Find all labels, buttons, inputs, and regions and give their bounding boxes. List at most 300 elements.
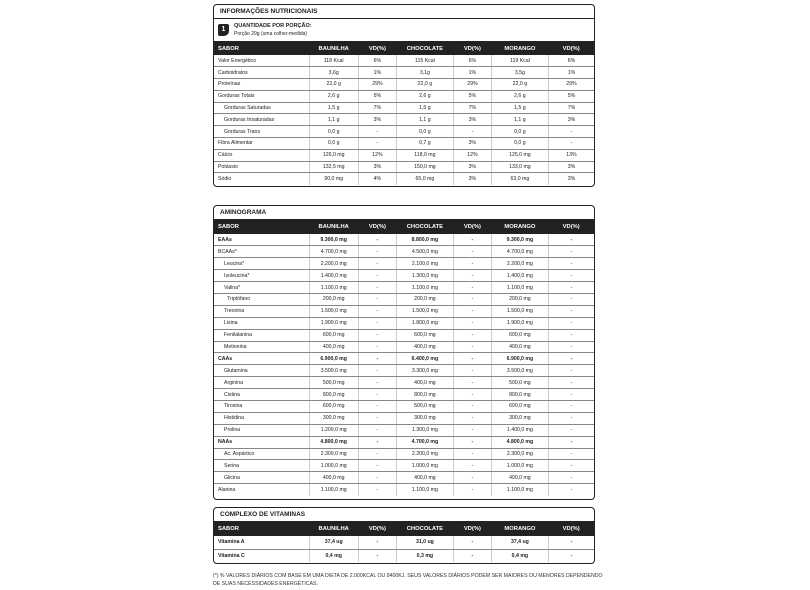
vitamins-cell: - bbox=[570, 552, 573, 559]
nutrition-cell: 3% bbox=[453, 138, 491, 150]
nutrition-row-label: Fibra Alimentar bbox=[214, 138, 309, 150]
aminogram-cell: - bbox=[548, 365, 594, 377]
aminogram-cell: 1.200,0 mg bbox=[309, 424, 358, 436]
aminogram-cell: 600,0 mg bbox=[309, 400, 358, 412]
aminogram-cell: - bbox=[358, 341, 396, 353]
aminogram-cell: 800,0 mg bbox=[491, 389, 548, 401]
aminogram-column-header: VD(%) bbox=[548, 220, 594, 234]
aminogram-cell: 3.500,0 mg bbox=[309, 365, 358, 377]
aminogram-cell: - bbox=[358, 377, 396, 389]
nutrition-row bbox=[214, 55, 594, 67]
aminogram-cell: - bbox=[453, 448, 491, 460]
nutrition-cell: 0,0 g bbox=[309, 126, 358, 138]
nutrition-cell: 1,1 g bbox=[309, 114, 358, 126]
aminogram-row-label: CAAs bbox=[214, 353, 309, 365]
vitamins-cell: 37,4 ug bbox=[309, 536, 358, 549]
vitamins-cell: - bbox=[548, 536, 594, 549]
aminogram-cell: - bbox=[548, 329, 594, 341]
nutrition-row-label: Gorduras Totais bbox=[214, 90, 309, 102]
aminogram-column-header: BAUNILHA bbox=[309, 220, 358, 234]
nutrition-cell: - bbox=[548, 138, 594, 150]
aminogram-cell: - bbox=[548, 377, 594, 389]
aminogram-row bbox=[214, 448, 594, 460]
nutrition-cell: 119 Kcal bbox=[491, 55, 548, 67]
aminogram-cell: - bbox=[548, 389, 594, 401]
aminogram-row-label: Ac. Aspártico bbox=[214, 448, 309, 460]
aminogram-row-label: Glicina bbox=[214, 472, 309, 484]
nutrition-cell: 7% bbox=[358, 102, 396, 114]
aminogram-row-label: Valina* bbox=[214, 282, 309, 294]
aminogram-cell: 1.100,0 mg bbox=[491, 484, 548, 496]
aminogram-cell: 800,0 mg bbox=[309, 389, 358, 401]
aminogram-cell: 1.000,0 mg bbox=[396, 460, 453, 472]
aminogram-cell: - bbox=[358, 424, 396, 436]
aminogram-cell: - bbox=[548, 305, 594, 317]
aminogram-cell: - bbox=[358, 460, 396, 472]
aminogram-cell: 400,0 mg bbox=[491, 341, 548, 353]
nutrition-cell: 3% bbox=[453, 173, 491, 185]
aminogram-cell: - bbox=[453, 258, 491, 270]
nutrition-table bbox=[214, 42, 594, 185]
nutrition-cell: 125,0 mg bbox=[491, 149, 548, 161]
nutrition-title: INFORMAÇÕES NUTRICIONAIS bbox=[214, 5, 594, 19]
aminogram-cell: 4.500,0 mg bbox=[396, 246, 453, 258]
nutrition-cell: 1% bbox=[548, 67, 594, 79]
aminogram-cell: - bbox=[453, 341, 491, 353]
aminogram-cell: - bbox=[453, 472, 491, 484]
aminogram-row bbox=[214, 317, 594, 329]
aminogram-cell: 1.300,0 mg bbox=[396, 270, 453, 282]
aminogram-row bbox=[214, 258, 594, 270]
aminogram-row bbox=[214, 472, 594, 484]
nutrition-cell: 126,0 mg bbox=[309, 149, 358, 161]
aminogram-cell: - bbox=[548, 472, 594, 484]
vitamins-column-header: MORANGO bbox=[491, 522, 548, 536]
aminogram-cell: 1.000,0 mg bbox=[309, 460, 358, 472]
aminogram-cell: 9.300,0 mg bbox=[491, 234, 548, 246]
aminogram-cell: - bbox=[548, 353, 594, 365]
aminogram-cell: 1.900,0 mg bbox=[491, 317, 548, 329]
vitamins-cell: - bbox=[358, 536, 396, 549]
aminogram-cell: 4.800,0 mg bbox=[309, 436, 358, 448]
aminogram-cell: 500,0 mg bbox=[491, 377, 548, 389]
aminogram-row bbox=[214, 353, 594, 365]
aminogram-cell: 2.200,0 mg bbox=[396, 448, 453, 460]
aminogram-row-label: Prolina bbox=[214, 424, 309, 436]
nutrition-row bbox=[214, 67, 594, 79]
aminogram-cell: - bbox=[453, 460, 491, 472]
aminogram-cell: 200,0 mg bbox=[491, 293, 548, 305]
aminogram-row-label: NAAs bbox=[214, 436, 309, 448]
aminogram-column-header: MORANGO bbox=[491, 220, 548, 234]
aminogram-cell: - bbox=[453, 293, 491, 305]
aminogram-cell: 4.700,0 mg bbox=[396, 436, 453, 448]
aminogram-cell: 1.500,0 mg bbox=[309, 305, 358, 317]
nutrition-row-label: Gorduras Insaturadas bbox=[214, 114, 309, 126]
serving-badge: 1 bbox=[218, 24, 229, 36]
vitamins-cell: - bbox=[358, 549, 396, 562]
nutrition-row-label: Valor Energético bbox=[214, 55, 309, 67]
aminogram-row bbox=[214, 270, 594, 282]
aminogram-cell: 800,0 mg bbox=[396, 389, 453, 401]
aminogram-cell: - bbox=[358, 484, 396, 496]
vitamins-table bbox=[214, 522, 594, 562]
vitamins-row-label: Vitamina A bbox=[214, 536, 309, 549]
aminogram-cell: 8.800,0 mg bbox=[396, 234, 453, 246]
nutrition-column-header: VD(%) bbox=[358, 42, 396, 55]
aminogram-cell: 500,0 mg bbox=[309, 377, 358, 389]
nutrition-column-header: MORANGO bbox=[491, 42, 548, 55]
aminogram-row-label: Treonina bbox=[214, 305, 309, 317]
aminogram-row bbox=[214, 436, 594, 448]
aminogram-row bbox=[214, 389, 594, 401]
aminogram-cell: 1.900,0 mg bbox=[309, 317, 358, 329]
nutrition-column-header: CHOCOLATE bbox=[396, 42, 453, 55]
aminogram-row bbox=[214, 234, 594, 246]
vitamins-cell: - bbox=[453, 549, 491, 562]
nutrition-column-header: VD(%) bbox=[453, 42, 491, 55]
aminogram-cell: - bbox=[453, 365, 491, 377]
vitamins-row bbox=[214, 549, 594, 562]
nutrition-row bbox=[214, 79, 594, 91]
nutrition-cell: 29% bbox=[453, 79, 491, 91]
aminogram-row bbox=[214, 246, 594, 258]
aminogram-row bbox=[214, 424, 594, 436]
aminogram-cell: - bbox=[358, 353, 396, 365]
aminogram-cell: - bbox=[548, 460, 594, 472]
aminogram-cell: - bbox=[358, 282, 396, 294]
aminogram-cell: - bbox=[548, 270, 594, 282]
aminogram-header-row bbox=[214, 220, 594, 234]
aminogram-row bbox=[214, 293, 594, 305]
aminogram-cell: 1.000,0 mg bbox=[491, 460, 548, 472]
nutrition-cell: 115 Kcal bbox=[396, 55, 453, 67]
aminogram-cell: 1.300,0 mg bbox=[396, 424, 453, 436]
nutrition-row bbox=[214, 102, 594, 114]
nutrition-row-label: Gorduras Trans bbox=[214, 126, 309, 138]
aminogram-cell: 1.100,0 mg bbox=[491, 282, 548, 294]
aminogram-cell: - bbox=[358, 412, 396, 424]
nutrition-cell: - bbox=[358, 138, 396, 150]
aminogram-cell: - bbox=[358, 436, 396, 448]
aminogram-row-label: Arginina bbox=[214, 377, 309, 389]
nutrition-cell: 5% bbox=[358, 90, 396, 102]
aminogram-cell: 600,0 mg bbox=[309, 329, 358, 341]
aminogram-cell: 1.800,0 mg bbox=[396, 317, 453, 329]
serving-title: QUANTIDADE POR PORÇÃO: bbox=[234, 23, 312, 29]
nutrition-cell: 118 Kcal bbox=[309, 55, 358, 67]
aminogram-cell: - bbox=[358, 400, 396, 412]
nutrition-cell: 2,6 g bbox=[491, 90, 548, 102]
nutrition-cell: 118,0 mg bbox=[396, 149, 453, 161]
aminogram-row-label: Leucina* bbox=[214, 258, 309, 270]
footnote: (*) % VALORES DIÁRIOS COM BASE EM UMA DIETA DE 2.000KCAL OU 8400KJ. SEUS VALORES DIÁRIOS PODEM SER MAIORES OU MENORES DEPENDENDO DE SUAS NECESSIDADES ENERGÉTICAS. bbox=[213, 573, 603, 587]
aminogram-row-label: Glutamina bbox=[214, 365, 309, 377]
vitamins-cell: - bbox=[453, 536, 491, 549]
nutrition-cell: 22,0 g bbox=[309, 79, 358, 91]
nutrition-column-header: BAUNILHA bbox=[309, 42, 358, 55]
aminogram-cell: 1.100,0 mg bbox=[309, 484, 358, 496]
aminogram-cell: 200,0 mg bbox=[396, 293, 453, 305]
aminogram-cell: 1.400,0 mg bbox=[309, 270, 358, 282]
nutrition-cell: 3% bbox=[358, 161, 396, 173]
nutrition-cell: 1,1 g bbox=[396, 114, 453, 126]
vitamins-cell: 0,3 mg bbox=[396, 549, 453, 562]
aminogram-row-label: Metionina bbox=[214, 341, 309, 353]
aminogram-cell: - bbox=[358, 293, 396, 305]
vitamins-column-header: BAUNILHA bbox=[309, 522, 358, 536]
aminogram-cell: - bbox=[358, 448, 396, 460]
aminogram-cell: - bbox=[453, 317, 491, 329]
aminogram-cell: 600,0 mg bbox=[491, 400, 548, 412]
aminogram-cell: 400,0 mg bbox=[309, 472, 358, 484]
aminogram-cell: - bbox=[548, 246, 594, 258]
aminogram-cell: 4.700,0 mg bbox=[491, 246, 548, 258]
aminogram-column-header: VD(%) bbox=[358, 220, 396, 234]
aminogram-cell: - bbox=[358, 329, 396, 341]
aminogram-cell: - bbox=[548, 293, 594, 305]
aminogram-cell: - bbox=[548, 258, 594, 270]
nutrition-cell: 5% bbox=[453, 90, 491, 102]
nutrition-cell: 65,0 mg bbox=[396, 173, 453, 185]
vitamins-column-header: VD(%) bbox=[358, 522, 396, 536]
aminogram-cell: 2.200,0 mg bbox=[309, 258, 358, 270]
nutrition-cell: 1,5 g bbox=[491, 102, 548, 114]
aminogram-cell: - bbox=[570, 486, 573, 493]
aminogram-cell: 300,0 mg bbox=[309, 412, 358, 424]
aminogram-cell: - bbox=[548, 448, 594, 460]
aminogram-row-label: Tirosina bbox=[214, 400, 309, 412]
aminogram-column-header: CHOCOLATE bbox=[396, 220, 453, 234]
aminogram-cell: - bbox=[453, 305, 491, 317]
nutrition-cell: 1% bbox=[358, 67, 396, 79]
aminogram-cell: 400,0 mg bbox=[396, 472, 453, 484]
aminogram-cell: 1.400,0 mg bbox=[491, 270, 548, 282]
aminogram-cell: - bbox=[358, 270, 396, 282]
aminogram-row bbox=[214, 341, 594, 353]
vitamins-title: COMPLEXO DE VITAMINAS bbox=[214, 508, 594, 522]
aminogram-cell: 4.700,0 mg bbox=[309, 246, 358, 258]
nutrition-row bbox=[214, 90, 594, 102]
nutrition-cell: - bbox=[453, 126, 491, 138]
nutrition-cell: 4% bbox=[358, 173, 396, 185]
aminogram-cell: - bbox=[453, 484, 491, 496]
nutrition-row bbox=[214, 126, 594, 138]
nutrition-cell: 1,1 g bbox=[491, 114, 548, 126]
vitamins-column-header: VD(%) bbox=[548, 522, 594, 536]
aminogram-row bbox=[214, 282, 594, 294]
nutrition-cell: 5% bbox=[548, 90, 594, 102]
aminogram-cell: - bbox=[453, 377, 491, 389]
vitamins-column-header: CHOCOLATE bbox=[396, 522, 453, 536]
vitamins-cell: 0,4 mg bbox=[491, 549, 548, 562]
aminogram-cell: 300,0 mg bbox=[396, 412, 453, 424]
aminogram-cell: 1.100,0 mg bbox=[309, 282, 358, 294]
aminogram-row bbox=[214, 400, 594, 412]
aminogram-cell: - bbox=[453, 270, 491, 282]
aminogram-row bbox=[214, 377, 594, 389]
aminogram-cell: - bbox=[453, 246, 491, 258]
aminogram-cell: - bbox=[453, 424, 491, 436]
aminogram-cell: - bbox=[453, 389, 491, 401]
aminogram-cell: - bbox=[453, 436, 491, 448]
aminogram-cell: 400,0 mg bbox=[396, 341, 453, 353]
aminogram-row-label: Cistina bbox=[214, 389, 309, 401]
aminogram-cell: 600,0 mg bbox=[491, 329, 548, 341]
aminogram-cell: - bbox=[358, 246, 396, 258]
aminogram-cell: 6.900,0 mg bbox=[491, 353, 548, 365]
aminogram-cell: 600,0 mg bbox=[396, 329, 453, 341]
nutrition-cell: 2,6 g bbox=[309, 90, 358, 102]
nutrition-cell: 3,5g bbox=[491, 67, 548, 79]
nutrition-header-row bbox=[214, 42, 594, 55]
aminogram-cell: - bbox=[358, 389, 396, 401]
aminogram-row-label: Alanina bbox=[214, 484, 309, 496]
aminogram-cell: 1.100,0 mg bbox=[396, 484, 453, 496]
aminogram-cell: - bbox=[453, 282, 491, 294]
nutrition-cell: 132,5 mg bbox=[309, 161, 358, 173]
aminogram-title: AMINOGRAMA bbox=[214, 206, 594, 220]
nutrition-row bbox=[214, 114, 594, 126]
vitamins-column-header: SABOR bbox=[214, 522, 309, 536]
aminogram-cell: 200,0 mg bbox=[309, 293, 358, 305]
serving-info bbox=[214, 19, 594, 42]
aminogram-cell: - bbox=[358, 317, 396, 329]
nutrition-column-header: SABOR bbox=[214, 42, 309, 55]
nutrition-cell: 1% bbox=[453, 67, 491, 79]
aminogram-cell: 500,0 mg bbox=[396, 400, 453, 412]
nutrition-cell: 22,0 g bbox=[491, 79, 548, 91]
nutrition-row bbox=[214, 149, 594, 161]
aminogram-cell: - bbox=[548, 400, 594, 412]
nutrition-cell: - bbox=[358, 126, 396, 138]
nutrition-cell: 12% bbox=[358, 149, 396, 161]
vitamins-cell: 0,4 mg bbox=[309, 549, 358, 562]
aminogram-cell: 9.300,0 mg bbox=[309, 234, 358, 246]
nutrition-cell: 13% bbox=[548, 149, 594, 161]
aminogram-cell: 2.200,0 mg bbox=[491, 258, 548, 270]
aminogram-row bbox=[214, 329, 594, 341]
aminogram-cell: 400,0 mg bbox=[309, 341, 358, 353]
aminogram-cell: - bbox=[358, 365, 396, 377]
aminogram-cell: - bbox=[548, 424, 594, 436]
aminogram-cell: 1.500,0 mg bbox=[491, 305, 548, 317]
aminogram-cell: 3.500,0 mg bbox=[491, 365, 548, 377]
aminogram-cell: 6.400,0 mg bbox=[396, 353, 453, 365]
aminogram-column-header: VD(%) bbox=[453, 220, 491, 234]
aminogram-row bbox=[214, 460, 594, 472]
vitamins-column-header: VD(%) bbox=[453, 522, 491, 536]
nutrition-cell: - bbox=[548, 126, 594, 138]
nutrition-cell: 6% bbox=[453, 55, 491, 67]
aminogram-row-label: Histidina bbox=[214, 412, 309, 424]
aminogram-cell: - bbox=[548, 234, 594, 246]
nutrition-row-label: Carboidratos bbox=[214, 67, 309, 79]
aminogram-row-label: Isoleucina* bbox=[214, 270, 309, 282]
aminogram-cell: 1.500,0 mg bbox=[396, 305, 453, 317]
aminogram-cell: 2.300,0 mg bbox=[491, 448, 548, 460]
nutrition-row-label: Sódio bbox=[214, 173, 309, 185]
aminogram-cell: - bbox=[358, 305, 396, 317]
aminogram-cell: 2.100,0 mg bbox=[396, 258, 453, 270]
nutrition-row bbox=[214, 161, 594, 173]
aminogram-cell: - bbox=[548, 317, 594, 329]
aminogram-cell: 1.400,0 mg bbox=[491, 424, 548, 436]
aminogram-cell: - bbox=[548, 341, 594, 353]
nutrition-cell: 29% bbox=[548, 79, 594, 91]
aminogram-cell: - bbox=[358, 472, 396, 484]
aminogram-cell: - bbox=[548, 436, 594, 448]
nutrition-cell: 3% bbox=[548, 161, 594, 173]
nutrition-cell: 3% bbox=[358, 114, 396, 126]
aminogram-panel bbox=[213, 205, 595, 500]
nutrition-cell: 1,5 g bbox=[396, 102, 453, 114]
vitamins-panel bbox=[213, 507, 595, 564]
nutrition-cell: 3% bbox=[453, 114, 491, 126]
aminogram-row-label: Serina bbox=[214, 460, 309, 472]
aminogram-cell: 400,0 mg bbox=[491, 472, 548, 484]
aminogram-row bbox=[214, 484, 594, 496]
aminogram-row bbox=[214, 412, 594, 424]
aminogram-column-header: SABOR bbox=[214, 220, 309, 234]
nutrition-cell: 6% bbox=[358, 55, 396, 67]
nutrition-row-label: Potássio bbox=[214, 161, 309, 173]
nutrition-row bbox=[214, 173, 594, 185]
aminogram-cell: - bbox=[548, 412, 594, 424]
nutrition-cell: 22,0 g bbox=[396, 79, 453, 91]
aminogram-row bbox=[214, 365, 594, 377]
serving-detail: Porção 29g (uma colher-medida) bbox=[234, 31, 308, 37]
vitamins-header-row bbox=[214, 522, 594, 536]
aminogram-row-label: Triptófano bbox=[214, 293, 309, 305]
aminogram-cell: - bbox=[358, 234, 396, 246]
nutrition-cell: 3% bbox=[453, 161, 491, 173]
nutrition-cell: 6% bbox=[548, 55, 594, 67]
nutrition-panel bbox=[213, 4, 595, 187]
vitamins-cell: 31,0 ug bbox=[396, 536, 453, 549]
aminogram-cell: 4.800,0 mg bbox=[491, 436, 548, 448]
aminogram-cell: 300,0 mg bbox=[491, 412, 548, 424]
nutrition-column-header: VD(%) bbox=[548, 42, 594, 55]
nutrition-cell: 0,0 g bbox=[396, 126, 453, 138]
nutrition-cell: 0,7 g bbox=[396, 138, 453, 150]
vitamins-row-label: Vitamina C bbox=[214, 549, 309, 562]
aminogram-cell: 3.300,0 mg bbox=[396, 365, 453, 377]
nutrition-cell: 90,0 mg bbox=[309, 173, 358, 185]
nutrition-cell: 7% bbox=[548, 102, 594, 114]
aminogram-row-label: Fenilalanina bbox=[214, 329, 309, 341]
aminogram-cell: - bbox=[453, 353, 491, 365]
nutrition-row-label: Gorduras Saturadas bbox=[214, 102, 309, 114]
aminogram-cell: - bbox=[453, 400, 491, 412]
nutrition-cell: 1,5 g bbox=[309, 102, 358, 114]
nutrition-cell: 7% bbox=[453, 102, 491, 114]
aminogram-cell: - bbox=[358, 258, 396, 270]
aminogram-cell: 2.300,0 mg bbox=[309, 448, 358, 460]
nutrition-cell: 0,0 g bbox=[491, 138, 548, 150]
aminogram-row-label: Lisina bbox=[214, 317, 309, 329]
nutrition-row-label: Proteínas bbox=[214, 79, 309, 91]
aminogram-row-label: EAAs bbox=[214, 234, 309, 246]
nutrition-cell: 133,0 mg bbox=[491, 161, 548, 173]
vitamins-row bbox=[214, 536, 594, 549]
nutrition-cell: 3,6g bbox=[309, 67, 358, 79]
nutrition-cell: 3% bbox=[548, 114, 594, 126]
nutrition-cell: 0,0 g bbox=[309, 138, 358, 150]
nutrition-cell: 29% bbox=[358, 79, 396, 91]
aminogram-cell: - bbox=[453, 329, 491, 341]
vitamins-cell: 37,4 ug bbox=[491, 536, 548, 549]
